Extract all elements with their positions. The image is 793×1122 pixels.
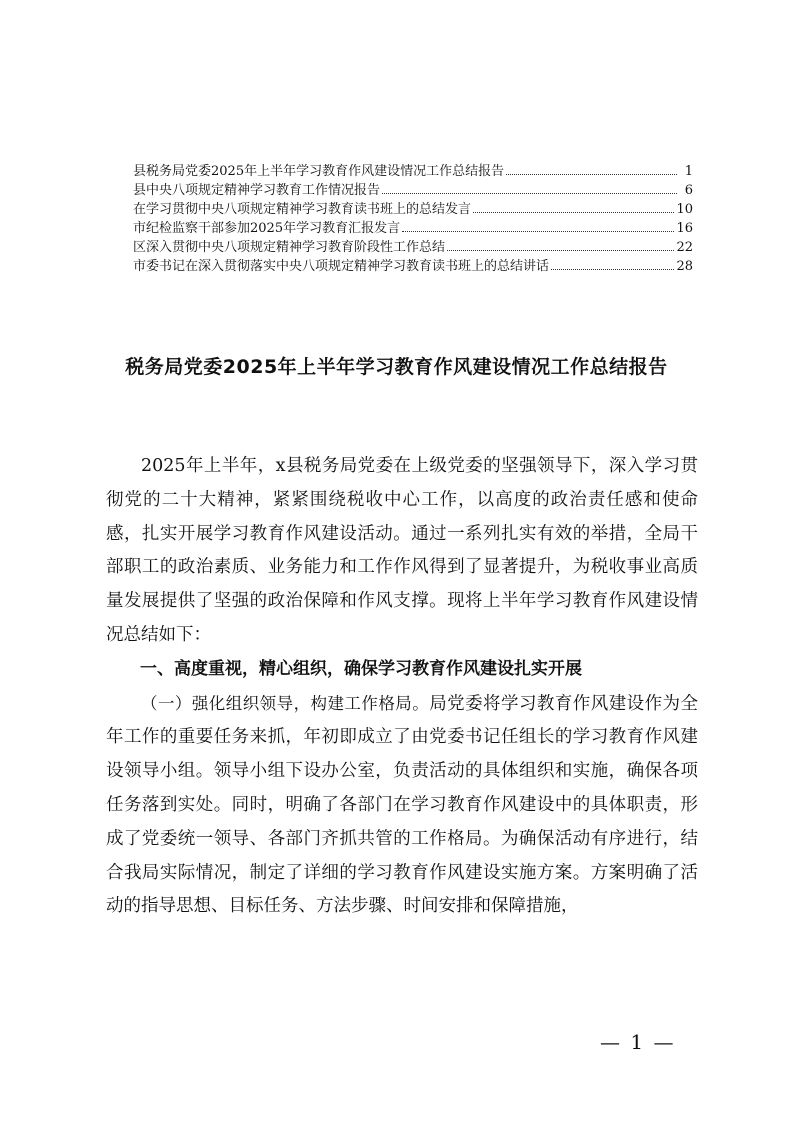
toc-entry-title: 县中央八项规定精神学习教育工作情况报告	[133, 183, 381, 198]
toc-dot-leader	[402, 231, 674, 232]
page-number: — 1 —	[600, 1030, 676, 1054]
intro-paragraph: 2025年上半年，x县税务局党委在上级党委的坚强领导下，深入学习贯彻党的二十大精神，紧紧围绕税收中心工作，以高度的政治责任感和使命感，扎实开展学习教育作风建设活动。通过一系列扎实有效的举措，全局干部职工的政治素质、业务能力和工作作风得到了显著提升，为税收事业高质量发展提供了坚强的政治保障和作风支撑。现将上半年学习教育作风建设情况总结如下：	[106, 456, 698, 645]
toc-entry-page: 22	[676, 240, 693, 255]
subsection-paragraph	[106, 687, 698, 925]
toc-entry-page: 10	[676, 202, 693, 217]
toc-entry-page: 16	[676, 221, 693, 236]
toc-dot-leader	[382, 193, 677, 194]
toc-entry[interactable]	[133, 257, 693, 276]
toc-entry[interactable]	[133, 238, 693, 257]
toc-entry-page: 6	[684, 183, 693, 198]
toc-entry-title: 在学习贯彻中央八项规定精神学习教育读书班上的总结发言	[133, 202, 472, 217]
toc-entry-title: 市委书记在深入贯彻落实中央八项规定精神学习教育读书班上的总结讲话	[133, 259, 550, 274]
document-title: 税务局党委2025年上半年学习教育作风建设情况工作总结报告	[125, 356, 668, 378]
toc-dot-leader	[506, 174, 677, 175]
toc-entry-page: 28	[676, 259, 693, 274]
toc-entry[interactable]	[133, 219, 693, 238]
subsection-text: 局党委将学习教育作风建设作为全年工作的重要任务来抓，年初即成立了由党委书记任组长的学习教育作风建设领导小组。领导小组下设办公室，负责活动的具体组织和实施，确保各项任务落到实处。同时，明确了各部门在学习教育作风建设中的具体职责，形成了党委统一领导、各部门齐抓共管的工作格局。为确保活动有序进行，结合我局实际情况，制定了详细的学习教育作风建设实施方案。方案明确了活动的指导思想、目标任务、方法步骤、时间安排和保障措施，	[106, 693, 699, 917]
toc-entry[interactable]	[133, 162, 693, 181]
section-heading: 一、高度重视，精心组织，确保学习教育作风建设扎实开展	[140, 658, 582, 679]
toc-entry-page: 1	[684, 164, 693, 179]
toc-entry[interactable]	[133, 181, 693, 200]
toc-dot-leader	[473, 212, 674, 213]
toc-dot-leader	[551, 269, 674, 270]
toc-entry-title: 县税务局党委2025年上半年学习教育作风建设情况工作总结报告	[133, 164, 505, 179]
toc-entry-title: 市纪检监察干部参加2025年学习教育汇报发言	[133, 221, 401, 236]
toc-entry-title: 区深入贯彻中央八项规定精神学习教育阶段性工作总结	[133, 240, 446, 255]
toc-dot-leader	[447, 250, 674, 251]
toc-entry[interactable]	[133, 200, 693, 219]
table-of-contents	[133, 162, 693, 276]
subsection-heading: （一）强化组织领导，构建工作格局。	[141, 693, 430, 713]
document-body	[106, 450, 698, 924]
